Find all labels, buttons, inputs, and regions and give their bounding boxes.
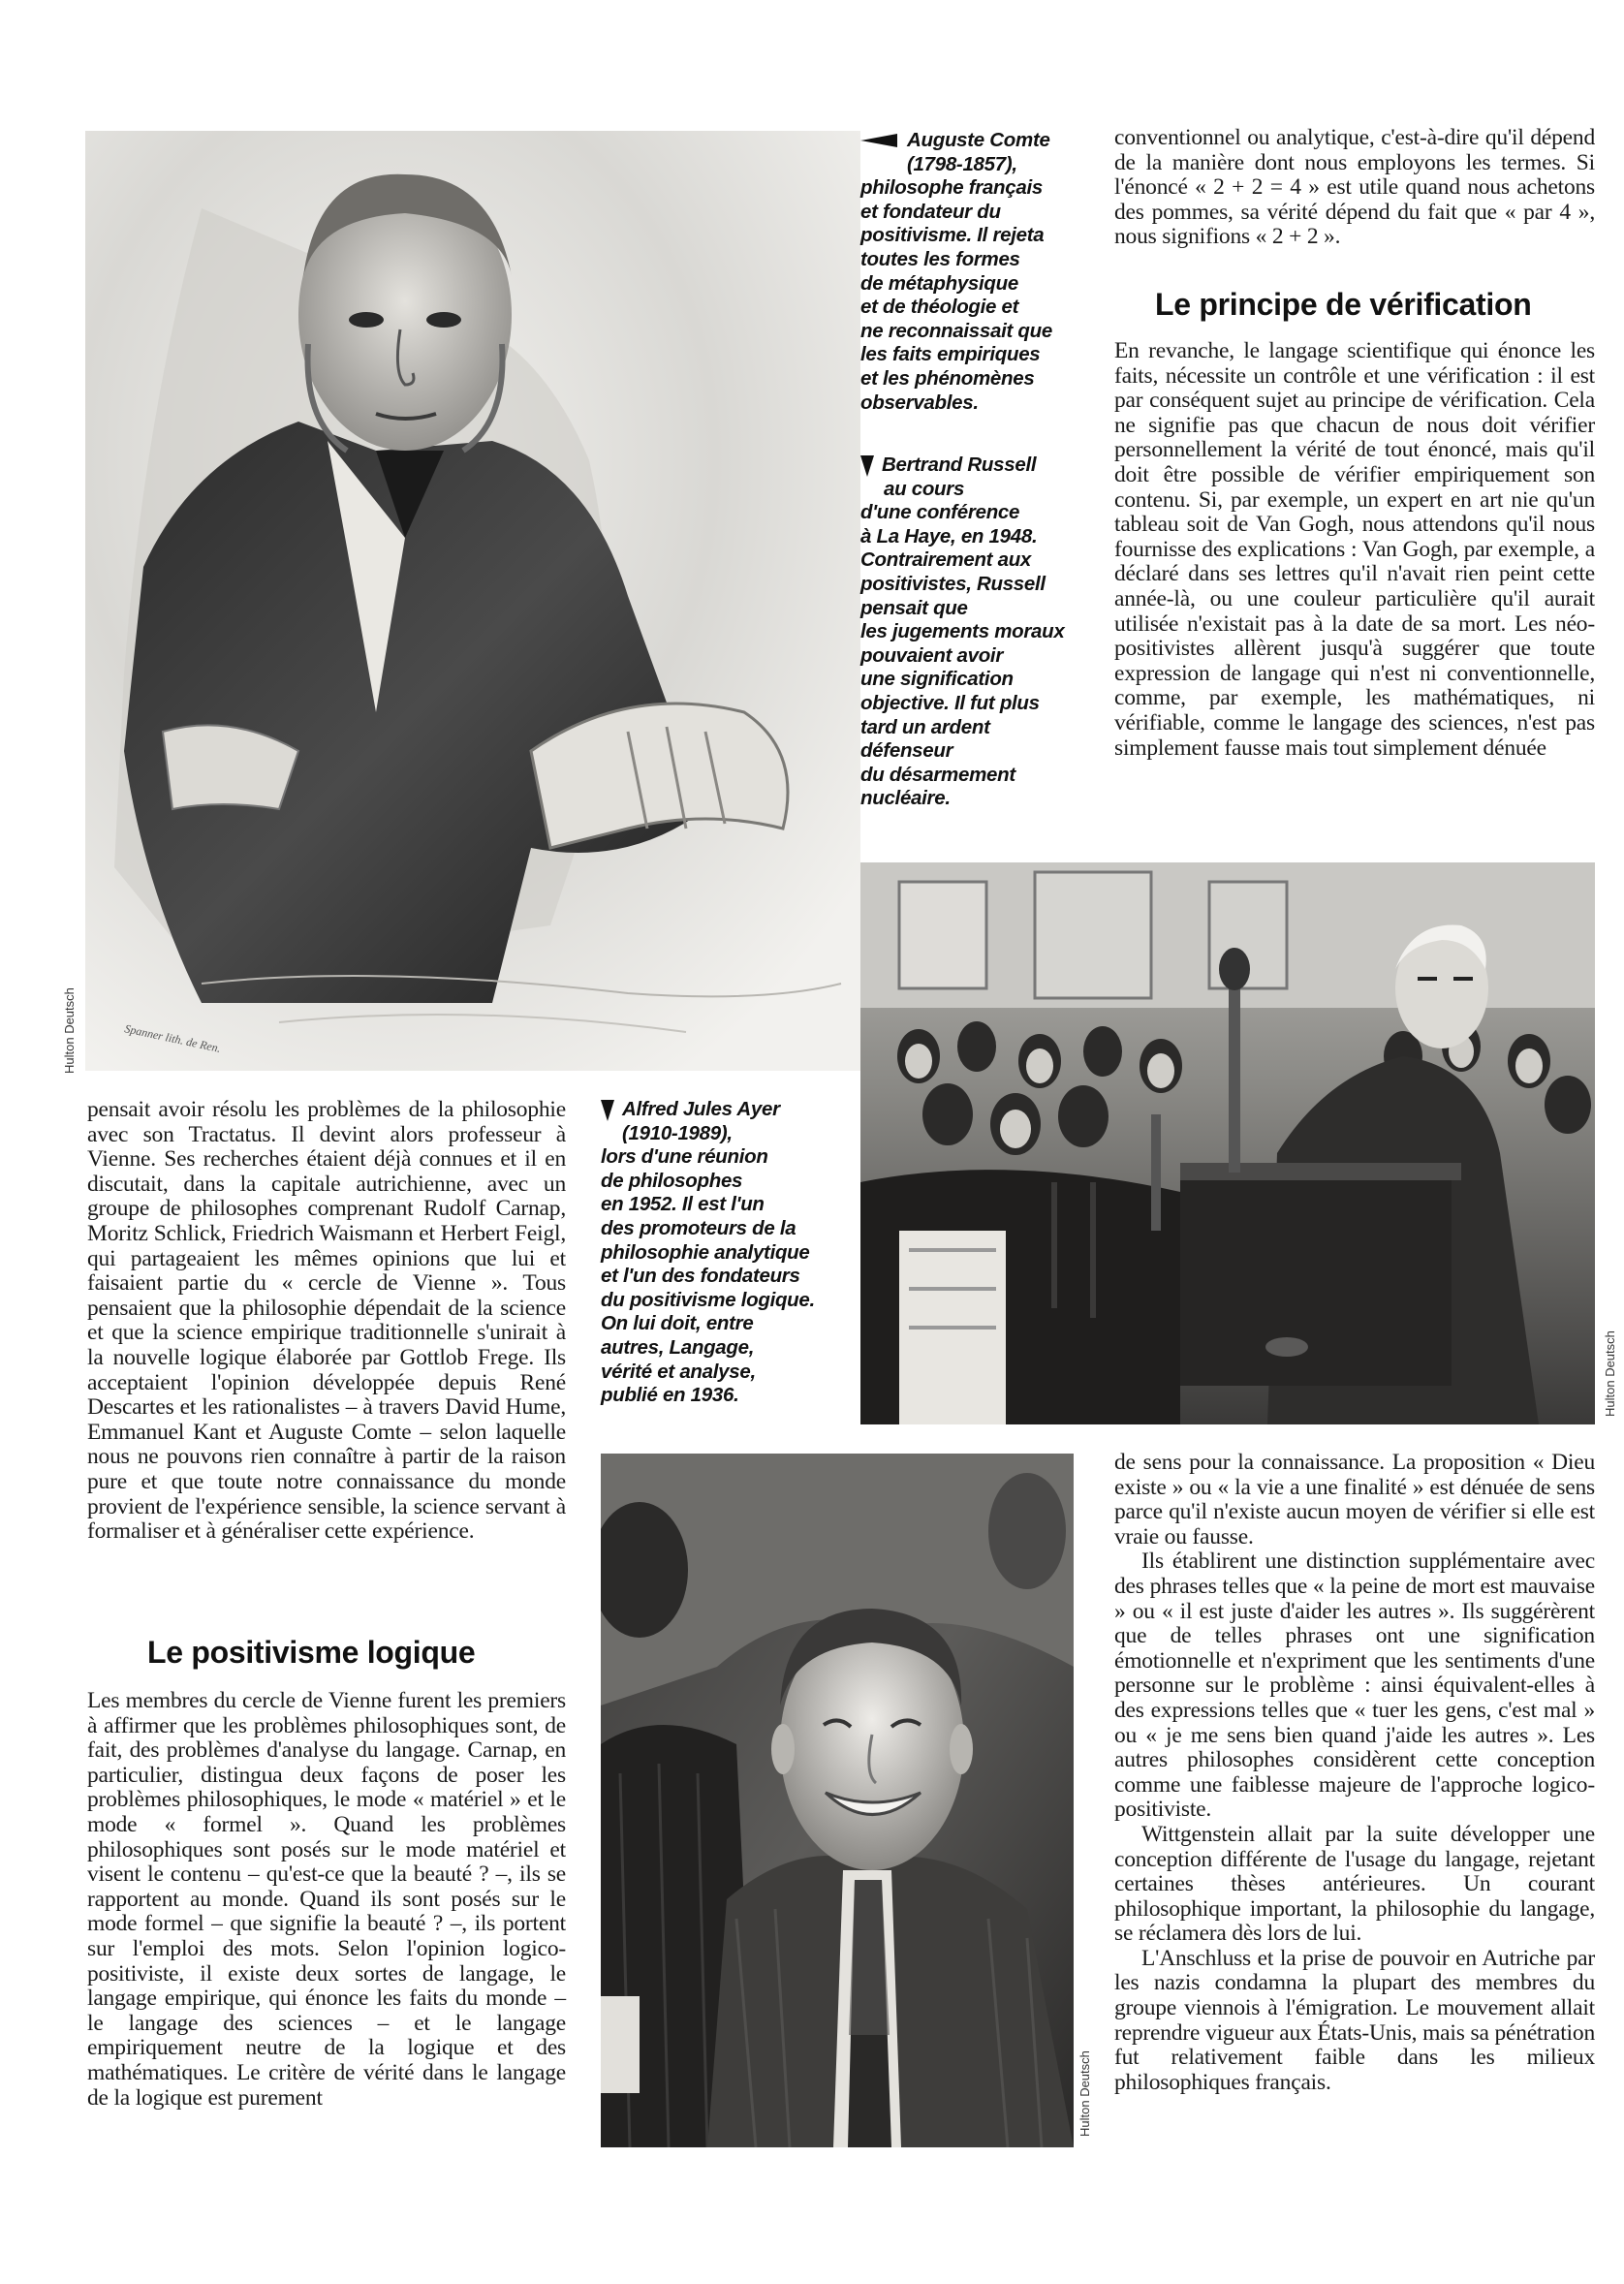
- comte-engraver-signature: Spanner lith. de Ren.: [123, 1021, 223, 1055]
- left-col-para1: pensait avoir résolu les problèmes de la philosophie avec son Tractatus. Il devint alors professeur à Vienne. Ses recherches étaient déjà connues et il en discutait, dans la capitale autrichienne, avec un groupe de philosophes comprenant Rudolf Carnap, Moritz Schlick, Friedrich Waismann et Herbert Feigl, qui partageaient les mêmes opinions que lui et faisaient partie du « cercle de Vienne ». Tous pensaient que la philosophie dépendait de la science et que la science empirique traditionnelle s'unirait à la nouvelle logique élaborée par Gottlob Frege. Ils acceptaient l'opinion développée depuis René Descartes et les rationalistes – à travers David Hume, Emmanuel Kant et Auguste Comte – selon laquelle nous ne pouvons rien connaître à partir de la raison pure et que toute notre connaissance du monde provient de l'expérience sensible, la science servant à formaliser et à généraliser cette expérience.: [87, 1097, 566, 1545]
- caption-ayer: Alfred Jules Ayer (1910-1989), lors d'une réunion de philosophes en 1952. Il est l'un des promoteurs de la philosophie analytique et l'un des fondateurs du positivisme logique. On lui doit, entre autres, Langage, vérité et analyse, publié en 1936.: [601, 1098, 815, 1407]
- ayer-photo: [601, 1454, 1074, 2147]
- arrow-down-icon: [860, 455, 874, 477]
- arrow-down-icon: [601, 1100, 614, 1121]
- credit-russell: Hulton Deutsch: [1603, 1330, 1617, 1417]
- comte-portrait: [85, 131, 860, 1071]
- right-bottom-text: de sens pour la connaissance. La proposition « Dieu existe » ou « la vie a une finalité » est dénuée de sens parce qu'il n'existe aucun moyen de vérifier si elle est vraie ou fausse. Ils établirent une distinction supplémentaire avec des phrases telles que « la peine de mort est mauvaise » ou « il est juste d'aider les autres ». Ils suggérèrent que de telles phrases ont une signification émotionnelle et n'expriment que les sentiments d'une personne sur le problème : ainsi équivalent-elles à des expressions telles que « tuer les gens, c'est mal » ou « je me sens bien quand j'aide les autres ». Les autres philosophes considèrent cette conception comme une faiblesse majeure de l'approche logico-positiviste. Wittgenstein allait par la suite développer une conception différente de l'usage du langage, rejetant certaines thèses antérieures. Un courant philosophique important, la philosophie du langage, se réclamera dès lors de lui. L'Anschluss et la prise de pouvoir en Autriche par les nazis condamna la plupart des membres du groupe viennois à l'émigration. Le mouvement allait reprendre vigueur aux États-Unis, mais sa pénétration fut relativement faible dans les milieux philosophiques français.: [1114, 1450, 1595, 2095]
- heading-logical-positivism: Le positivisme logique: [147, 1635, 476, 1670]
- left-col-para2: Les membres du cercle de Vienne furent les premiers à affirmer que les problèmes philosophiques sont, de fait, des problèmes d'analyse du langage. Carnap, en particulier, distingua deux façons de poser les problèmes philosophiques, le mode « matériel » et le mode « formel ». Quand les problèmes philosophiques sont posés sur le mode matériel et visent le contenu – qu'est-ce que la beauté ? –, ils se rapportent au monde. Quand ils sont posés sur le mode formel – que signifie la beauté ? –, ils portent sur l'emploi des mots. Selon l'opinion logico-positiviste, il existe deux sortes de langage, le langage empirique, qui énonce les faits du monde – le langage des sciences – et le langage empiriquement neutre de la logique et des mathématiques. Le critère de vérité dans le langage de la logique est purement: [87, 1688, 566, 2111]
- caption-comte: Auguste Comte (1798-1857), philosophe français et fondateur du positivisme. Il rejeta toutes les formes de métaphysique et de théologie et ne reconnaissait que les faits empiriques et les phénomènes observables.: [860, 129, 1052, 414]
- credit-comte: Hulton Deutsch: [62, 987, 77, 1074]
- heading-verification: Le principe de vérification: [1155, 287, 1532, 322]
- arrow-left-icon: [860, 134, 897, 147]
- russell-photo: [860, 862, 1595, 1424]
- caption-russell: Bertrand Russell au cours d'une conférence à La Haye, en 1948. Contrairement aux positivistes, Russell pensait que les jugements moraux pouvaient avoir une signification objective. Il fut plus tard un ardent défenseur du désarmement nucléaire.: [860, 454, 1065, 810]
- right-top-para: En revanche, le langage scientifique qui énonce les faits, nécessite un contrôle et une vérification : il est par conséquent sujet au principe de vérification. Cela ne signifie pas que chacun de nous doit vérifier personnellement la vérité de tout énoncé, mais qu'il doit être possible de vérifier empiriquement son contenu. Si, par exemple, un expert en art nie qu'un tableau soit de Van Gogh, nous attendons qu'il nous fournisse des explications : Van Gogh, par exemple, a déclaré dans ses lettres qu'il n'avait rien peint cette année-là, ou une couleur particulière qu'il aurait utilisée n'existait pas à la date de sa mort. Les néo-positivistes allèrent jusqu'à suggérer que toute expression de langage qui n'est ni conventionnelle, comme, par exemple, les mathématiques, ni vérifiable, comme le langage des sciences, n'est pas simplement fausse mais tout simplement dénuée: [1114, 338, 1595, 761]
- right-top-intro: conventionnel ou analytique, c'est-à-dire qu'il dépend de la manière dont nous employons les termes. Si l'énoncé « 2 + 2 = 4 » est utile quand nous achetons des pommes, sa vérité dépend du fait que « par 4 », nous signifions « 2 + 2 ».: [1114, 125, 1595, 250]
- credit-ayer: Hulton Deutsch: [1077, 2050, 1092, 2137]
